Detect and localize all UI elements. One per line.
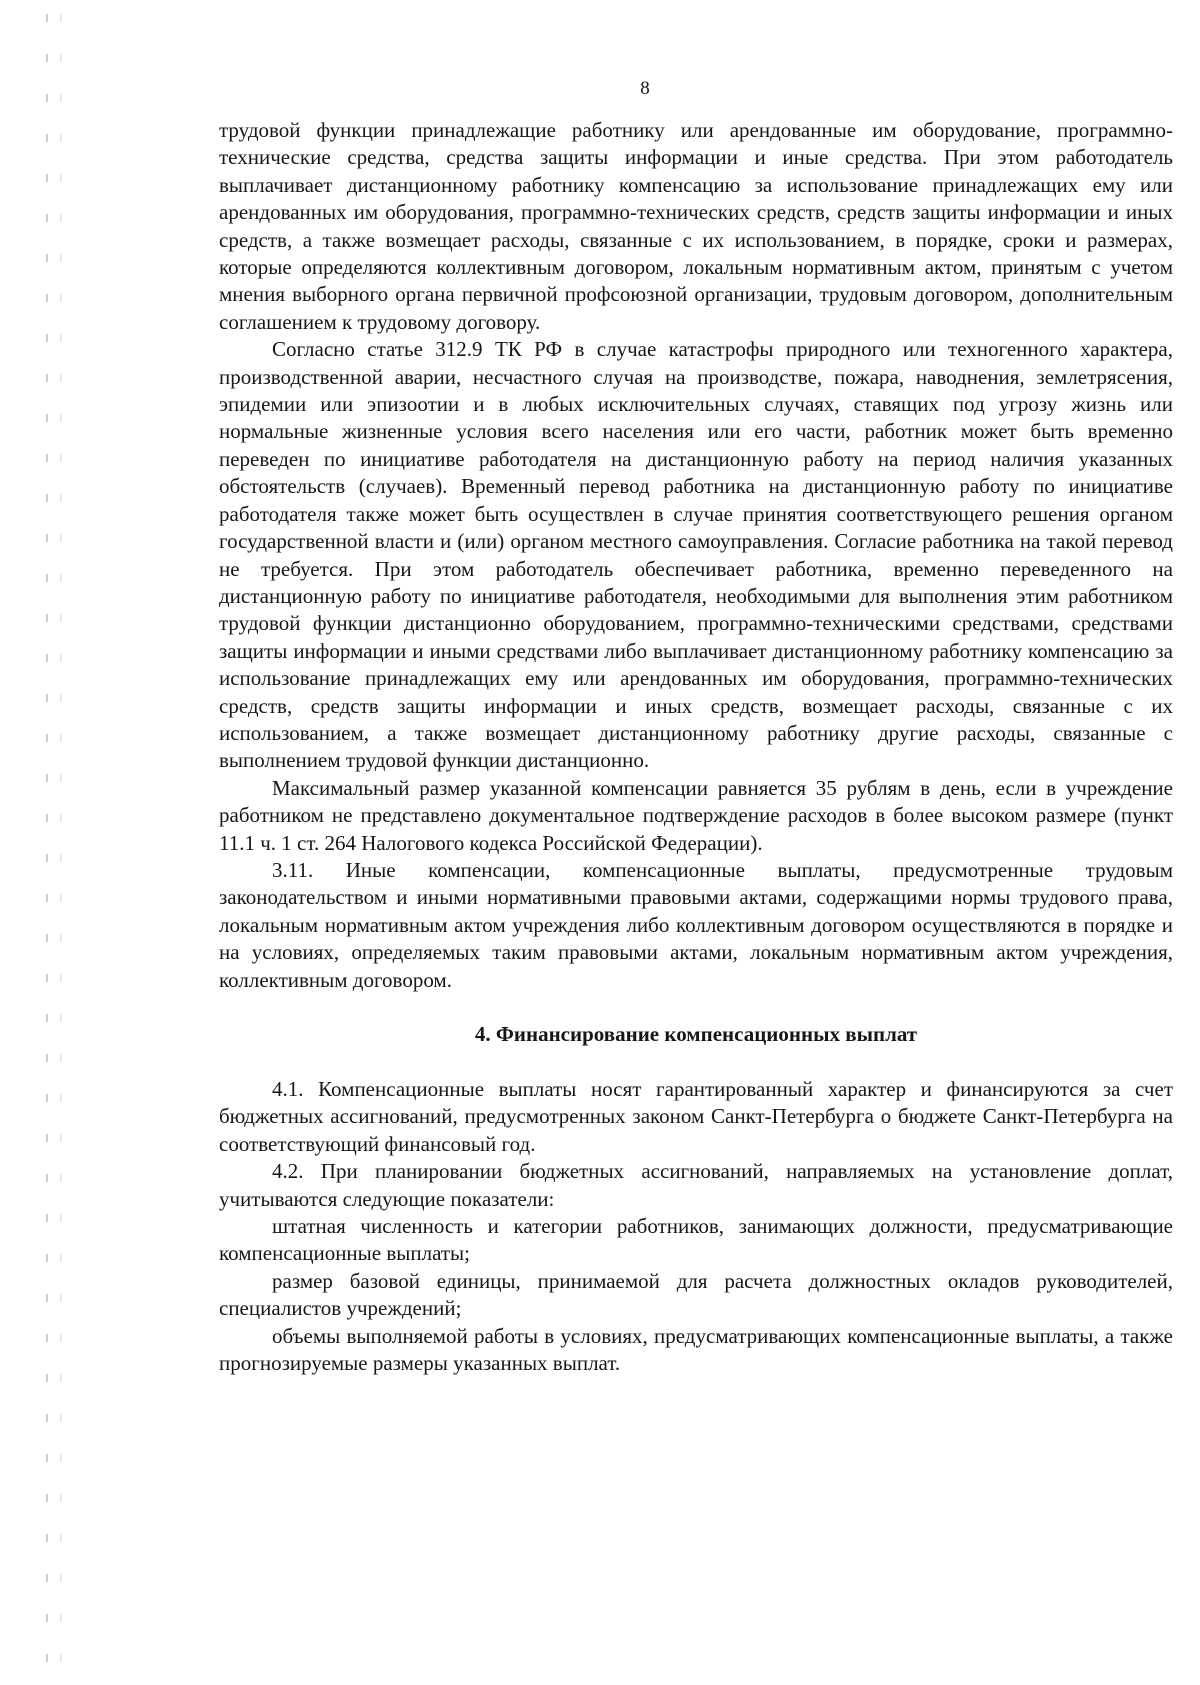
scan-edge-artifact xyxy=(46,0,48,1685)
paragraph: объемы выполняемой работы в условиях, предусматривающих компенсационные выплаты, а также прогнозируемые размеры указанных выплат. xyxy=(219,1323,1173,1376)
paragraph: размер базовой единицы, принимаемой для расчета должностных окладов руководителей, специалистов учреждений; xyxy=(219,1268,1173,1321)
paragraph: Согласно статье 312.9 ТК РФ в случае катастрофы природного или техногенного характера, производственной аварии, несчастного случая на производстве, пожара, наводнения, землетрясения, эпидемии или эпизоотии и в любых исключительных случаях, ставящих под угрозу жизнь или нормальные жизненные условия всего населения или его части, работник может быть временно переведен по инициативе работодателя на дистанционную работу на период наличия указанных обстоятельств (случаев). Временный перевод работника на дистанционную работу по инициативе работодателя также может быть осуществлен в случае принятия соответствующего решения органом государственной власти и (или) органом местного самоуправления. Согласие работника на такой перевод не требуется. При этом работодатель обеспечивает работника, временно переведенного на дистанционную работу по инициативе работодателя, необходимыми для выполнения этим работником трудовой функции дистанционно оборудованием, программно-техническими средствами, средствами защиты информации и иными средствами либо выплачивает дистанционному работнику компенсацию за использование принадлежащих ему или арендованных им оборудования, программно-технических средств, средств защиты информации и иных средств, возмещает расходы, связанные с их использованием, а также возмещает дистанционному работнику другие расходы, связанные с выполнением трудовой функции дистанционно. xyxy=(219,337,1173,773)
paragraph: 4.2. При планировании бюджетных ассигнований, направляемых на установление доплат, учитываются следующие показатели: xyxy=(219,1159,1173,1211)
paragraph: штатная численность и категории работников, занимающих должности, предусматривающие компенсационные выплаты; xyxy=(219,1214,1173,1266)
section-heading: 4. Финансирование компенсационных выплат xyxy=(474,1022,918,1046)
page-number: 8 xyxy=(640,78,650,99)
paragraph: трудовой функции принадлежащие работнику или арендованные им оборудование, программно-технические средства, средства защиты информации и иные средства. При этом работодатель выплачивает дистанционному работнику компенсацию за использование принадлежащих ему или арендованных им оборудования, программно-технических средств, средств защиты информации и иных средств, а также возмещает расходы, связанные с их использованием, в порядке, сроки и размерах, которые определяются коллективным договором, локальным нормативным актом, принятым с учетом мнения выборного органа первичной профсоюзной организации, трудовым договором, дополнительным соглашением к трудовому договору. xyxy=(219,118,1173,334)
paragraph: 3.11. Иные компенсации, компенсационные выплаты, предусмотренные трудовым законодательством и иными нормативными правовыми актами, содержащими нормы трудового права, локальным нормативным актом учреждения либо коллективным договором осуществляются в порядке и на условиях, определяемых таким правовыми актами, локальным нормативным актом учреждения, коллективным договором. xyxy=(219,857,1173,992)
paragraph: Максимальный размер указанной компенсации равняется 35 рублям в день, если в учреждение работником не представлено документальное подтверждение расходов в более высоком размере (пункт 11.1 ч. 1 ст. 264 Налогового кодекса Российской Федерации). xyxy=(219,775,1173,855)
paragraph: 4.1. Компенсационные выплаты носят гарантированный характер и финансируются за счет бюджетных ассигнований, предусмотренных законом Санкт-Петербурга о бюджете Санкт-Петербурга на соответствующий финансовый год. xyxy=(219,1077,1173,1156)
scan-edge-artifact xyxy=(60,0,62,1685)
document-body xyxy=(219,117,1173,1377)
